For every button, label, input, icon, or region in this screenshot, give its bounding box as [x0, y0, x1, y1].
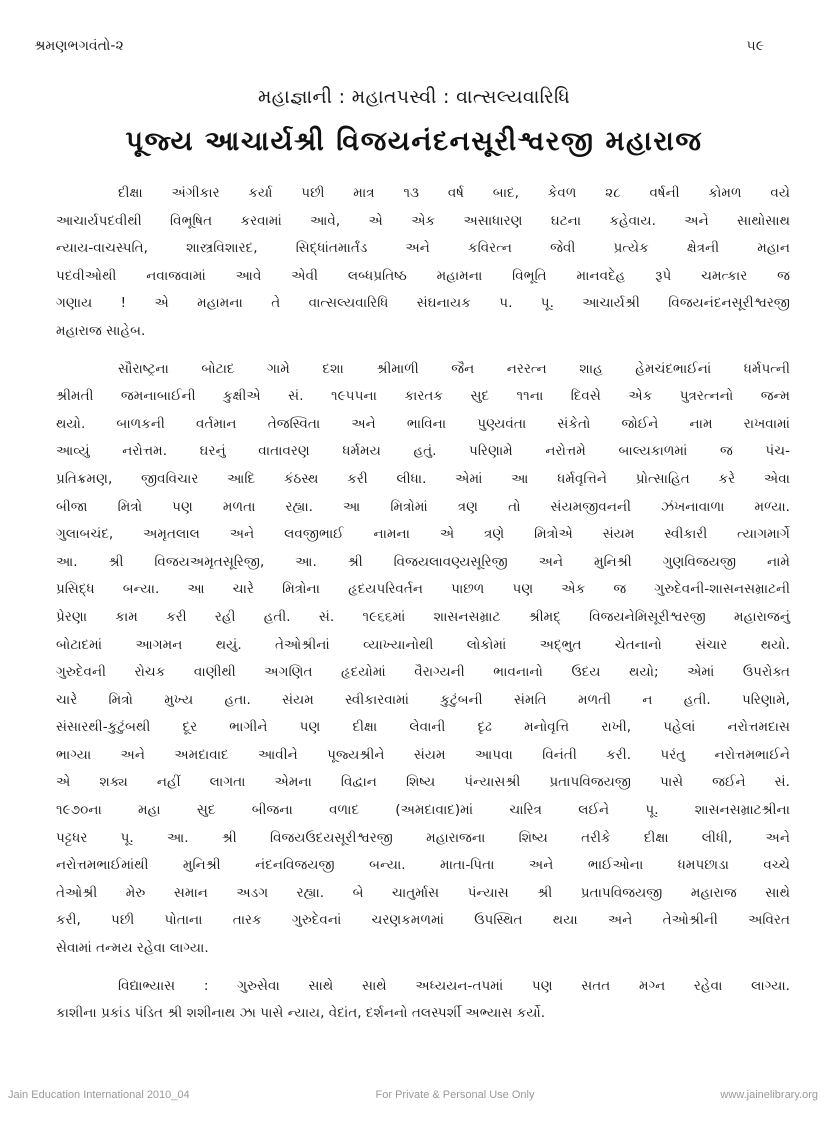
text-line: એ શક્ય નહીં લાગતા એમના વિદ્વાન શિષ્ય પંન્યાસશ્રી પ્રતાપવિજયજી પાસે જઈને સં.: [56, 774, 790, 791]
text-line: સંસારથી-કુટુંબથી દૂર ભાગીને પણ દીક્ષા લેવાની દૃઢ મનોવૃત્તિ રાખી, પહેલાં નરોત્તમદાસ: [56, 719, 790, 736]
footer-website-link[interactable]: www.jainelibrary.org: [720, 1089, 818, 1101]
body-paragraph: [56, 973, 790, 1028]
article-subtitle: મહાજ્ઞાની : મહાતપસ્વી : વાત્સલ્યવારિધિ: [257, 86, 571, 108]
article-body: [56, 180, 790, 1038]
text-line: પદવીઓથી નવાજવામાં આવે એવી લબ્ધપ્રતિષ્ઠ મહામના વિભૂતિ માનવદેહ રૂપે ચમત્કાર જ: [56, 267, 790, 284]
text-line: ભાગ્યા અને અમદાવાદ આવીને પૂજ્યશ્રીને સંયમ આપવા વિનંતી કરી. પરંતુ નરોત્તમભાઈને: [56, 746, 790, 763]
text-line: ચારે મિત્રો મુખ્ય હતા. સંયમ સ્વીકારવામાં કુટુંબની સંમતિ મળતી ન હતી. પરિણામે,: [56, 691, 790, 708]
text-line: ગુલાબચંદ, અમૃતલાલ અને લવજીભાઈ નામના એ ત્રણે મિત્રોએ સંયમ સ્વીકારી ત્યાગમાર્ગે: [56, 526, 790, 543]
article-title: પૂજ્ય આચાર્યશ્રી વિજયનંદનસૂરીશ્વરજી મહારાજ: [125, 126, 703, 157]
text-line: આવ્યું નરોત્તમ. ઘરનું વાતાવરણ ધર્મમય હતું. પરિણામે નરોત્તમે બાલ્યકાળમાં જ પંચ-: [56, 443, 790, 460]
text-line: આ. શ્રી વિજયઅમૃતસૂરિજી, આ. શ્રી વિજયલાવણ્યસૂરિજી અને મુનિશ્રી ગુણવિજયજી નામે: [56, 553, 790, 570]
text-line: પ્રતિક્રમણ, જીવવિચાર આદિ કંઠસ્થ કરી લીધા. એમાં આ ધર્મવૃત્તિને પ્રોત્સાહિત કરે એવા: [56, 470, 790, 487]
text-line: પટ્ટધર પૂ. આ. શ્રી વિજયઉદયસૂરીશ્વરજી મહારાજના શિષ્ય તરીકે દીક્ષા લીધી, અને: [56, 829, 790, 846]
text-line: મહારાજ સાહેબ.: [56, 322, 146, 339]
text-line: ૧૯૭૦ના મહા સુદ બીજના વળાદ (અમદાવાદ)માં ચારિત્ર લઈને પૂ. શાસનસમ્રાટશ્રીના: [56, 802, 790, 819]
text-line: વિદ્યાભ્યાસ : ગુરુસેવા સાથે સાથે અધ્યયન-તપમાં પણ સતત મગ્ન રહેવા લાગ્યા.: [118, 977, 790, 994]
text-line: બોટાદમાં આગમન થયું. તેઓશ્રીનાં વ્યાખ્યાનોથી લોકોમાં અદ્ભુત ચેતનાનો સંચાર થયો.: [56, 636, 790, 653]
text-line: નરોત્તમભાઈમાંથી મુનિશ્રી નંદનવિજયજી બન્યા. માતા-પિતા અને ભાઈઓના ધમપછાડા વચ્ચે: [56, 857, 790, 874]
text-line: સૌરાષ્ટ્રના બોટાદ ગામે દશા શ્રીમાળી જૈન નરરત્ન શાહ હેમચંદભાઈનાં ધર્મપત્ની: [118, 360, 790, 377]
text-line: કરી, પછી પોતાના તારક ગુરુદેવનાં ચરણકમળમાં ઉપસ્થિત થયા અને તેઓશ્રીની અવિરત: [56, 912, 790, 929]
text-line: પ્રસિદ્ધ બન્યા. આ ચારે મિત્રોના હૃદયપરિવર્તન પાછળ પણ એક જ ગુરુદેવની-શાસનસમ્રાટની: [56, 581, 790, 598]
text-line: સેવામાં તન્મય રહેવા લાગ્યા.: [56, 940, 209, 957]
text-line: ગુરુદેવની રોચક વાણીથી અગણિત હૃદયોમાં વૈરાગ્યની ભાવનાનો ઉદય થયો; એમાં ઉપરોક્ત: [56, 664, 790, 681]
text-line: દીક્ષા અંગીકાર કર્યા પછી માત્ર ૧૩ વર્ષ બાદ, કેવળ ૨૮ વર્ષની કોમળ વયે: [118, 185, 790, 201]
body-paragraph: [56, 356, 790, 963]
text-line: કાશીના પ્રકાંડ પંડિત શ્રી શશીનાથ ઝા પાસે ન્યાય, વેદાંત, દર્શનનો તલસ્પર્શી અભ્યાસ કર્યો.: [56, 1005, 546, 1022]
text-line: પ્રેરણા કામ કરી રહી હતી. સં. ૧૯૬૬માં શાસનસમ્રાટ શ્રીમદ્ વિજયનેમિસૂરીશ્વરજી મહારાજનું: [56, 608, 790, 625]
text-line: થયો. બાળકની વર્તમાન તેજસ્વિતા અને ભાવિના પુણ્યવંતા સંકેતો જોઈને નામ રાખવામાં: [56, 415, 790, 432]
text-line: ગણાય ! એ મહામના તે વાત્સલ્યવારિધિ સંઘનાયક પ. પૂ. આચાર્યશ્રી વિજયનંદનસૂરીશ્વરજી: [56, 295, 790, 312]
footer-publisher: Jain Education International 2010_04: [8, 1089, 190, 1101]
text-line: ન્યાય-વાચસ્પતિ, શાસ્ત્રવિશારદ, સિદ્ધાંતમાર્તંડ અને કવિરત્ન જેવી પ્રત્યેક ક્ષેત્રની મહાન: [56, 240, 790, 257]
footer-usage-note: For Private & Personal Use Only: [375, 1089, 535, 1101]
text-line: બીજા મિત્રો પણ મળતા રહ્યા. આ મિત્રોમાં ત્રણ તો સંયમજીવનની ઝંખનાવાળા મળ્યા.: [56, 498, 790, 515]
page-number: ૫૯: [746, 38, 764, 54]
body-paragraph: [56, 180, 790, 346]
text-line: આચાર્યપદવીથી વિભૂષિત કરવામાં આવે, એ એક અસાધારણ ઘટના કહેવાય. અને સાથોસાથ: [56, 212, 790, 229]
running-header: [34, 38, 794, 54]
text-line: તેઓશ્રી મેરુ સમાન અડગ રહ્યા. બે ચાતુર્માસ પંન્યાસ શ્રી પ્રતાપવિજયજી મહારાજ સાથે: [56, 884, 790, 901]
page-footer: [8, 1089, 818, 1101]
running-title: શ્રમણભગવંતો-૨: [34, 38, 124, 54]
text-line: શ્રીમતી જમનાબાઈની કુક્ષીએ સં. ૧૯૫૫ના કારતક સુદ ૧૧ના દિવસે એક પુત્રરત્નનો જન્મ: [56, 388, 790, 405]
